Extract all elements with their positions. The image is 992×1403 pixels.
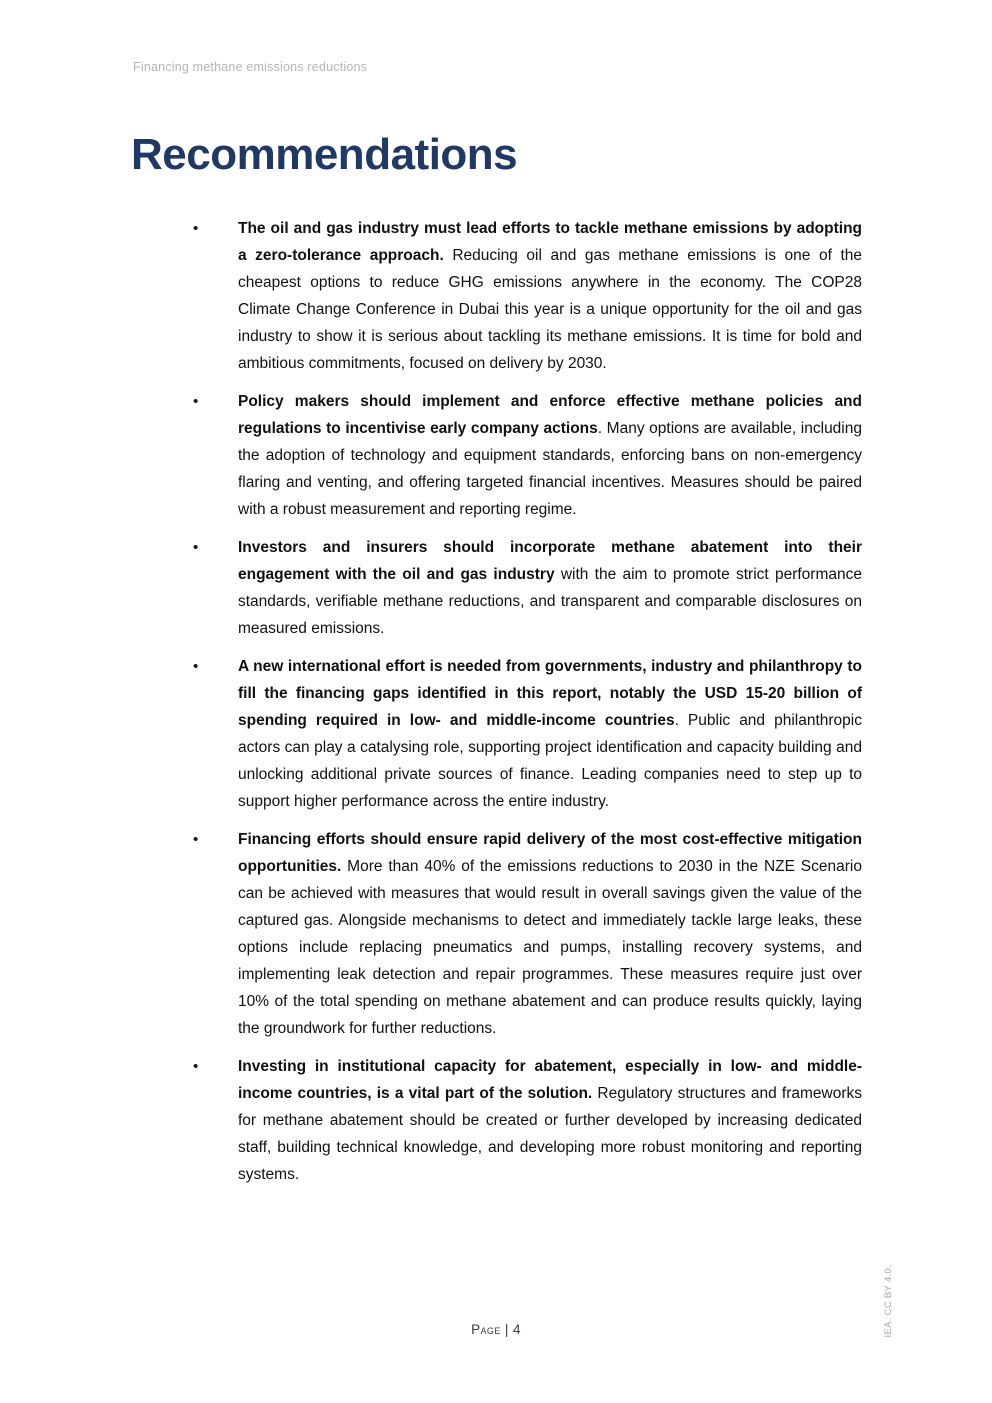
- list-item: [238, 534, 862, 642]
- license-credit-vertical: IEA. CC BY 4.0.: [883, 1265, 894, 1338]
- recommendations-list: [238, 215, 862, 1199]
- bullet-body-text: . Public and philanthropic actors can play a catalysing role, supporting project identification and capacity building and unlocking additional private sources of finance. Leading companies need to step up to support higher performance across the entire industry.: [238, 712, 862, 810]
- bullet-body-text: . Many options are available, including the adoption of technology and equipment standards, enforcing bans on non-emergency flaring and venting, and offering targeted financial incentives. Measures should be paired with a robust measurement and reporting regime.: [238, 420, 862, 518]
- running-header: Financing methane emissions reductions: [133, 60, 368, 74]
- bullet-body-text: with the aim to promote strict performance standards, verifiable methane reductions, and transparent and comparable disclosures on measured emissions.: [238, 566, 862, 637]
- list-item: [238, 653, 862, 815]
- list-item: [238, 1053, 862, 1188]
- page-number-footer: Page | 4: [471, 1322, 521, 1337]
- bullet-lead-text: The oil and gas industry must lead efforts to tackle methane emissions by adopting a zero-tolerance approach.: [238, 220, 862, 264]
- bullet-body-text: Regulatory structures and frameworks for methane abatement should be created or further developed by increasing dedicated staff, building technical knowledge, and developing more robust monitoring and reporting systems.: [238, 1085, 862, 1183]
- list-item: [238, 388, 862, 523]
- page-title: Recommendations: [131, 130, 518, 179]
- bullet-lead-text: Policy makers should implement and enforce effective methane policies and regulations to incentivise early company actions: [238, 393, 862, 437]
- bullet-body-text: More than 40% of the emissions reductions to 2030 in the NZE Scenario can be achieved with measures that would result in overall savings given the value of the captured gas. Alongside mechanisms to detect and immediately tackle large leaks, these options include replacing pneumatics and pumps, installing recovery systems, and implementing leak detection and repair programmes. These measures require just over 10% of the total spending on methane abatement and can produce results quickly, laying the groundwork for further reductions.: [238, 858, 862, 1037]
- bullet-lead-text: Financing efforts should ensure rapid delivery of the most cost-effective mitigation opportunities.: [238, 831, 862, 875]
- bullet-lead-text: Investing in institutional capacity for abatement, especially in low- and middle-income countries, is a vital part of the solution.: [238, 1058, 862, 1102]
- bullet-lead-text: A new international effort is needed from governments, industry and philanthropy to fill the financing gaps identified in this report, notably the USD 15-20 billion of spending required in low- and middle-income countries: [238, 658, 862, 729]
- list-item: [238, 215, 862, 377]
- bullet-body-text: Reducing oil and gas methane emissions is one of the cheapest options to reduce GHG emissions anywhere in the economy. The COP28 Climate Change Conference in Dubai this year is a unique opportunity for the oil and gas industry to show it is serious about tackling its methane emissions. It is time for bold and ambitious commitments, focused on delivery by 2030.: [238, 247, 862, 372]
- list-item: [238, 826, 862, 1042]
- bullet-lead-text: Investors and insurers should incorporate methane abatement into their engagement with the oil and gas industry: [238, 539, 862, 583]
